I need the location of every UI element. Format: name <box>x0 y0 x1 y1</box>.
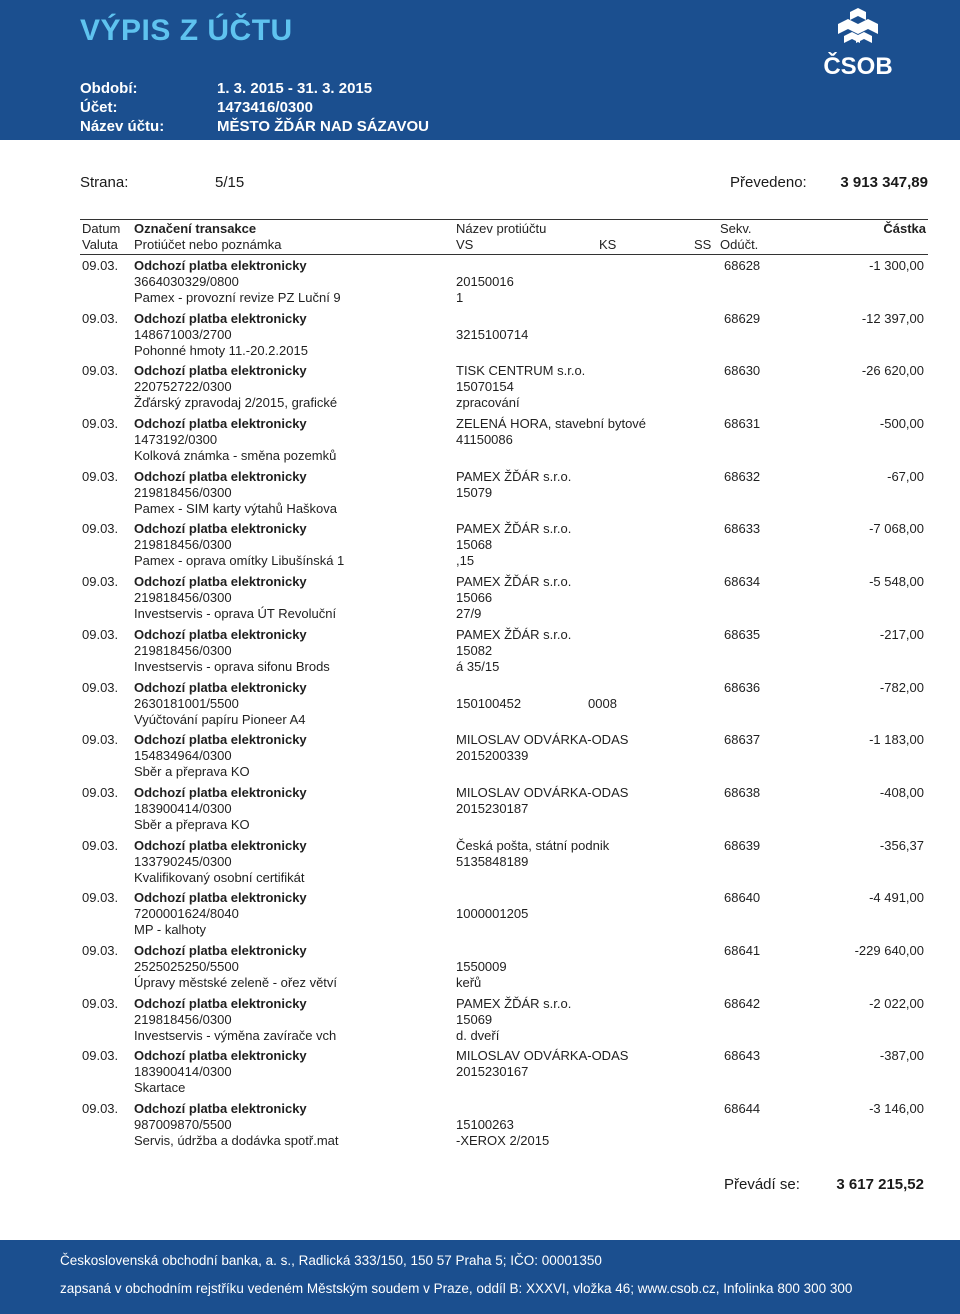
row-counter-extra: keřů <box>456 974 482 990</box>
row-type: Odchozí platba elektronicky <box>134 995 307 1011</box>
row-type: Odchozí platba elektronicky <box>134 416 307 432</box>
row-counter-extra: d. dveří <box>456 1027 500 1043</box>
row-account: 2525025250/5500 <box>134 958 239 974</box>
table-row <box>80 361 928 414</box>
col-date: Datum <box>82 221 121 236</box>
col-value-date: Valuta <box>82 237 118 252</box>
carry-label: Převádí se: <box>724 1176 800 1193</box>
row-amount: -5 548,00 <box>869 574 924 590</box>
row-date: 09.03. <box>82 574 119 590</box>
row-note: Pamex - SIM karty výtahů Haškova <box>134 500 338 516</box>
row-note: Sběr a přeprava KO <box>134 764 250 780</box>
row-date: 09.03. <box>82 732 119 748</box>
col-odect: Odúčt. <box>720 237 759 252</box>
row-date: 09.03. <box>82 310 119 326</box>
col-counter-name: Název protiúčtu <box>456 221 547 236</box>
row-seq: 68639 <box>724 837 761 853</box>
table-row <box>80 309 928 362</box>
row-account: 148671003/2700 <box>134 326 232 342</box>
row-date: 09.03. <box>82 942 119 958</box>
logo-wordmark: ČSOB <box>823 53 893 80</box>
row-counter-extra: -XEROX 2/2015 <box>456 1133 550 1148</box>
col-amount: Částka <box>883 221 926 236</box>
row-account: 3664030329/0800 <box>134 274 239 289</box>
row-date: 09.03. <box>82 890 119 906</box>
row-vs: 2015200339 <box>456 748 529 764</box>
row-vs: 15082 <box>456 642 493 658</box>
row-date: 09.03. <box>82 468 119 484</box>
table-row <box>80 256 928 309</box>
row-account: 220752722/0300 <box>134 379 232 395</box>
row-date: 09.03. <box>82 837 119 853</box>
row-amount: -217,00 <box>879 626 924 642</box>
row-vs: 41150086 <box>456 432 513 448</box>
row-amount: -2 022,00 <box>869 995 924 1011</box>
row-seq: 68641 <box>724 942 761 958</box>
period-value: 1. 3. 2015 - 31. 3. 2015 <box>217 80 373 97</box>
row-counter-name: PAMEX ŽĎÁR s.r.o. <box>456 626 572 642</box>
row-type: Odchozí platba elektronicky <box>134 942 307 958</box>
row-counter-extra: ,15 <box>456 553 475 569</box>
table-row <box>80 572 928 625</box>
row-vs: 1000001205 <box>456 906 529 922</box>
row-date: 09.03. <box>82 363 119 379</box>
row-counter-extra: 27/9 <box>456 606 482 622</box>
row-counter-name: PAMEX ŽĎÁR s.r.o. <box>456 574 572 590</box>
row-seq: 68637 <box>724 732 761 748</box>
table-row <box>80 414 928 467</box>
row-seq: 68629 <box>724 310 761 326</box>
row-note: Investservis - oprava sifonu Brods <box>134 658 330 674</box>
row-counter-extra: á 35/15 <box>456 658 500 674</box>
row-type: Odchozí platba elektronicky <box>134 574 307 590</box>
row-account: 219818456/0300 <box>134 537 232 553</box>
row-note: Žďárský zpravodaj 2/2015, grafické <box>134 395 338 411</box>
row-type: Odchozí platba elektronicky <box>134 732 307 748</box>
row-date: 09.03. <box>82 995 119 1011</box>
row-vs: 15100263 <box>456 1117 514 1132</box>
table-row <box>80 836 928 889</box>
table-row <box>80 625 928 678</box>
row-account: 987009870/5500 <box>134 1117 232 1132</box>
row-counter-name: MILOSLAV ODVÁRKA-ODAS <box>456 732 629 748</box>
row-vs: 3215100714 <box>456 326 529 342</box>
row-note: Vyúčtování papíru Pioneer A4 <box>134 711 306 727</box>
row-ks: 0008 <box>588 695 617 711</box>
row-note: Sběr a přeprava KO <box>134 816 250 832</box>
row-note: Skartace <box>134 1080 186 1096</box>
row-note: Servis, údržba a dodávka spotř.mat <box>134 1133 339 1148</box>
table-row <box>80 888 928 941</box>
page-value: 5/15 <box>215 174 245 191</box>
account-value: 1473416/0300 <box>217 99 313 116</box>
row-seq: 68635 <box>724 626 761 642</box>
row-seq: 68631 <box>724 416 761 432</box>
period-label: Období: <box>80 80 138 97</box>
row-account: 2630181001/5500 <box>134 695 239 711</box>
row-vs: 2015230187 <box>456 800 529 816</box>
table-row <box>80 730 928 783</box>
table-row <box>80 941 928 994</box>
row-date: 09.03. <box>82 1048 119 1064</box>
row-counter-name: ZELENÁ HORA, stavební bytové <box>456 416 647 432</box>
row-amount: -500,00 <box>879 416 924 432</box>
row-seq: 68633 <box>724 521 761 537</box>
row-vs: 150100452 <box>456 695 522 711</box>
row-account: 183900414/0300 <box>134 1064 232 1080</box>
row-vs: 2015230167 <box>456 1064 529 1080</box>
row-note: Úpravy městské zeleně - ořez větví <box>134 974 338 990</box>
row-vs: 20150016 <box>456 274 514 289</box>
row-seq: 68644 <box>724 1101 761 1116</box>
account-name-value: MĚSTO ŽĎÁR NAD SÁZAVOU <box>217 118 429 135</box>
row-account: 1473192/0300 <box>134 432 218 448</box>
page-label: Strana: <box>80 174 129 191</box>
carry-value: 3 617 215,52 <box>836 1176 924 1193</box>
row-account: 219818456/0300 <box>134 1011 232 1027</box>
table-row <box>80 994 928 1047</box>
col-seq: Sekv. <box>720 221 752 236</box>
row-amount: -229 640,00 <box>854 942 924 958</box>
col-vs: VS <box>456 237 474 252</box>
row-account: 7200001624/8040 <box>134 906 239 922</box>
table-header <box>80 219 928 255</box>
row-amount: -26 620,00 <box>861 363 924 379</box>
row-note: Pohonné hmoty 11.-20.2.2015 <box>134 342 308 358</box>
row-date: 09.03. <box>82 1101 119 1116</box>
account-name-label: Název účtu: <box>80 118 165 135</box>
row-account: 219818456/0300 <box>134 590 232 606</box>
row-vs: 15068 <box>456 537 493 553</box>
row-seq: 68638 <box>724 784 761 800</box>
row-type: Odchozí platba elektronicky <box>134 784 307 800</box>
row-note: Kolková známka - směna pozemků <box>134 448 337 464</box>
table-row <box>80 1099 928 1152</box>
row-vs: 15069 <box>456 1011 493 1027</box>
row-note: Kvalifikovaný osobní certifikát <box>134 869 305 885</box>
col-mark: Označení transakce <box>134 221 257 236</box>
row-seq: 68640 <box>724 890 761 906</box>
row-amount: -12 397,00 <box>861 310 924 326</box>
row-amount: -782,00 <box>879 679 924 695</box>
row-note: Pamex - oprava omítky Libušínská 1 <box>134 553 345 569</box>
row-type: Odchozí platba elektronicky <box>134 1101 307 1116</box>
carried-label: Převedeno: <box>730 174 807 191</box>
row-seq: 68632 <box>724 468 761 484</box>
row-vs: 15066 <box>456 590 493 606</box>
row-note: Investservis - výměna zavírače vch <box>134 1027 337 1043</box>
row-account: 154834964/0300 <box>134 748 232 764</box>
page-title: VÝPIS Z ÚČTU <box>80 14 293 47</box>
row-seq: 68642 <box>724 995 761 1011</box>
carried-value: 3 913 347,89 <box>840 174 928 191</box>
row-type: Odchozí platba elektronicky <box>134 1048 307 1064</box>
row-counter-extra: 1 <box>456 290 464 305</box>
row-type: Odchozí platba elektronicky <box>134 258 307 273</box>
row-counter-name: PAMEX ŽĎÁR s.r.o. <box>456 521 572 537</box>
row-account: 219818456/0300 <box>134 642 232 658</box>
row-note: MP - kalhoty <box>134 922 207 938</box>
row-seq: 68643 <box>724 1048 761 1064</box>
account-label: Účet: <box>80 99 118 116</box>
row-seq: 68636 <box>724 679 761 695</box>
row-date: 09.03. <box>82 258 119 273</box>
row-amount: -1 183,00 <box>869 732 924 748</box>
row-type: Odchozí platba elektronicky <box>134 679 307 695</box>
row-counter-name: TISK CENTRUM s.r.o. <box>456 363 586 379</box>
row-counter-name: Česká pošta, státní podnik <box>456 837 610 853</box>
table-row <box>80 467 928 520</box>
csob-logo <box>808 4 908 82</box>
row-amount: -7 068,00 <box>869 521 924 537</box>
row-amount: -356,37 <box>879 837 924 853</box>
row-type: Odchozí platba elektronicky <box>134 626 307 642</box>
row-note: Investservis - oprava ÚT Revoluční <box>134 606 337 622</box>
row-type: Odchozí platba elektronicky <box>134 468 307 484</box>
row-date: 09.03. <box>82 679 119 695</box>
table-row <box>80 1046 928 1099</box>
col-ss: SS <box>694 237 712 252</box>
row-type: Odchozí platba elektronicky <box>134 521 307 537</box>
table-row <box>80 678 928 731</box>
col-counter: Protiúčet nebo poznámka <box>134 237 282 252</box>
row-date: 09.03. <box>82 416 119 432</box>
col-ks: KS <box>599 237 617 252</box>
row-account: 133790245/0300 <box>134 853 232 869</box>
row-date: 09.03. <box>82 784 119 800</box>
row-counter-name: MILOSLAV ODVÁRKA-ODAS <box>456 784 629 800</box>
table-row <box>80 519 928 572</box>
table-row <box>80 783 928 836</box>
row-type: Odchozí platba elektronicky <box>134 363 307 379</box>
row-seq: 68634 <box>724 574 761 590</box>
row-vs: 1550009 <box>456 958 507 974</box>
row-note: Pamex - provozní revize PZ Luční 9 <box>134 290 341 305</box>
row-type: Odchozí platba elektronicky <box>134 310 307 326</box>
row-counter-name: MILOSLAV ODVÁRKA-ODAS <box>456 1048 629 1064</box>
row-type: Odchozí platba elektronicky <box>134 837 307 853</box>
row-account: 219818456/0300 <box>134 484 232 500</box>
footer-line-2: zapsaná v obchodním rejstříku vedeném Městským soudem v Praze, oddíl B: XXXVI, vložka 46; www.csob.cz, Infolinka 800 300 300 <box>60 1281 853 1296</box>
row-amount: -1 300,00 <box>869 258 924 273</box>
row-date: 09.03. <box>82 521 119 537</box>
row-seq: 68628 <box>724 258 761 273</box>
row-seq: 68630 <box>724 363 761 379</box>
transactions-list <box>80 256 928 1152</box>
row-amount: -3 146,00 <box>869 1101 924 1116</box>
row-vs: 15079 <box>456 484 493 500</box>
row-vs: 15070154 <box>456 379 514 395</box>
row-type: Odchozí platba elektronicky <box>134 890 307 906</box>
row-amount: -387,00 <box>879 1048 924 1064</box>
row-counter-name: PAMEX ŽĎÁR s.r.o. <box>456 468 572 484</box>
row-amount: -408,00 <box>879 784 924 800</box>
row-date: 09.03. <box>82 626 119 642</box>
row-account: 183900414/0300 <box>134 800 232 816</box>
row-counter-extra: zpracování <box>456 395 520 411</box>
row-vs: 5135848189 <box>456 853 529 869</box>
footer <box>0 1240 960 1314</box>
footer-line-1: Československá obchodní banka, a. s., Radlická 333/150, 150 57 Praha 5; IČO: 00001350 <box>60 1253 602 1268</box>
row-counter-name: PAMEX ŽĎÁR s.r.o. <box>456 995 572 1011</box>
row-amount: -4 491,00 <box>869 890 924 906</box>
row-amount: -67,00 <box>887 468 924 484</box>
